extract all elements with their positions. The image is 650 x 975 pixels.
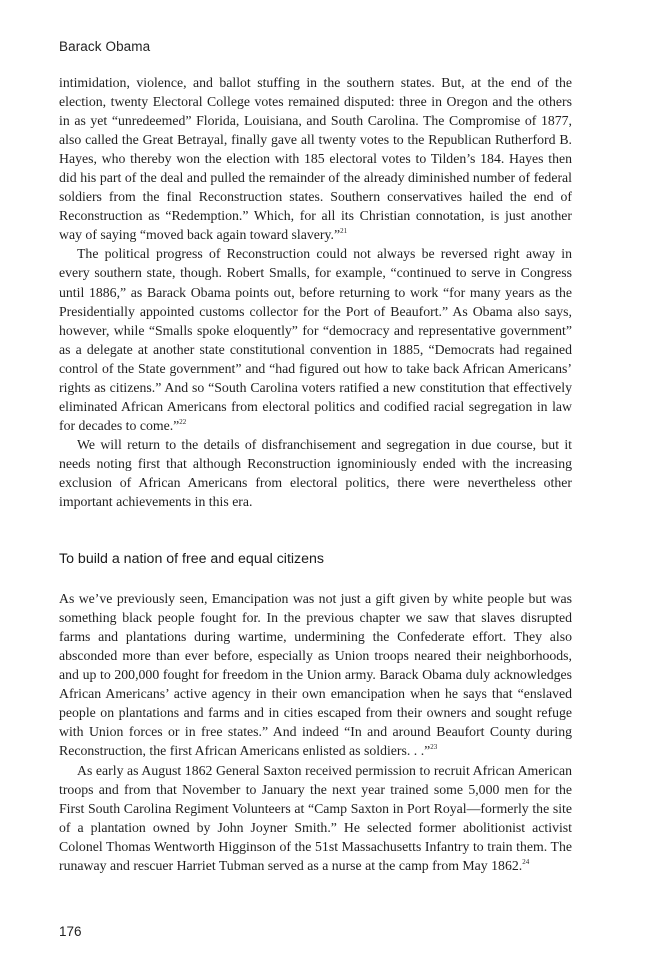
- running-head: Barack Obama: [59, 39, 151, 54]
- paragraph: As early as August 1862 General Saxton received permission to recruit African American troops and from that November to January the next year trained some 5,000 men for the First South Carolina Regiment Volunteers at “Camp Saxton in Port Royal—formerly the site of a plantation owned by John Joyner Smith.” He selected former abolitionist activist Colonel Thomas Wentworth Higginson of the 51st Massachusetts Infantry to train them. The runaway and rescuer Harriet Tubman served as a nurse at the camp from May 1862.24: [59, 762, 572, 873]
- footnote-ref: 23: [430, 743, 438, 752]
- section-heading: To build a nation of free and equal citizens: [59, 551, 325, 568]
- footnote-ref: 24: [522, 857, 530, 866]
- footnote-ref: 21: [340, 227, 348, 236]
- paragraph: The political progress of Reconstruction could not always be reversed right away in every southern state, though. Robert Smalls, for example, “continued to serve in Congress until 1886,” as Barack Obama points out, before returning to work “for many years as the Presidentially appointed customs collector for the Port of Beaufort.” As Obama also says, however, while “Smalls spoke eloquently” for “democracy and representative government” as a delegate at another state constitutional convention in 1885, “Democrats had regained control of the State government” and “had figured out how to take back African Americans’ rights as citizens.” And so “South Carolina voters ratified a new constitution that effectively eliminated African Americans from electoral politics and codified racial segregation in law for decades to come.”$^{22}$: [59, 246, 572, 433]
- paragraph: We will return to the details of disfranchisement and segregation in due course, but it needs noting first that although Reconstruction ignominiously ended with the increasing exclusion of African Americans from electoral politics, there were nevertheless other important achievements in this era.: [59, 436, 572, 510]
- paragraph: As we’ve previously seen, Emancipation was not just a gift given by white people but was something black people fought for. In the previous chapter we saw that slaves disrupted farms and plantations during wartime, undermining the Confederate effort. They also absconded more than ever before, especially as Union troops neared their neighborhoods, and up to 200,000 fought for freedom in the Union army. Barack Obama duly acknowledges African Americans’ active agency in their own emancipation when he says that “enslaved people on plantations and farms and in cities escaped from their owners and sought refuge with Union forces or in free states.” And indeed “In and around Beaufort County during Reconstruction, the first African Americans enlisted as soldiers. . .”$^{23}$: [59, 591, 572, 759]
- body-text: [59, 73, 572, 875]
- page-number: 176: [59, 924, 82, 939]
- paragraph: intimidation, violence, and ballot stuffing in the southern states. But, at the end of the election, twenty Electoral College votes remained disputed: three in Oregon and the others in as yet “unredeemed” Florida, Louisiana, and South Carolina. The Compromise of 1877, also called the Great Betrayal, finally gave all twenty votes to the Republican Rutherford B. Hayes, who thereby won the election with 185 electoral votes to Tilden’s 184. Hayes then did his part of the deal and pulled the remainder of the already diminished number of federal soldiers from the final Reconstruction states. Southern conservatives hailed the end of Reconstruction as “Redemption.” Which, for all its Christian connotation, is just another way of saying “moved back again toward slavery.”$^{21}$: [59, 75, 572, 243]
- footnote-ref: 22: [179, 417, 187, 426]
